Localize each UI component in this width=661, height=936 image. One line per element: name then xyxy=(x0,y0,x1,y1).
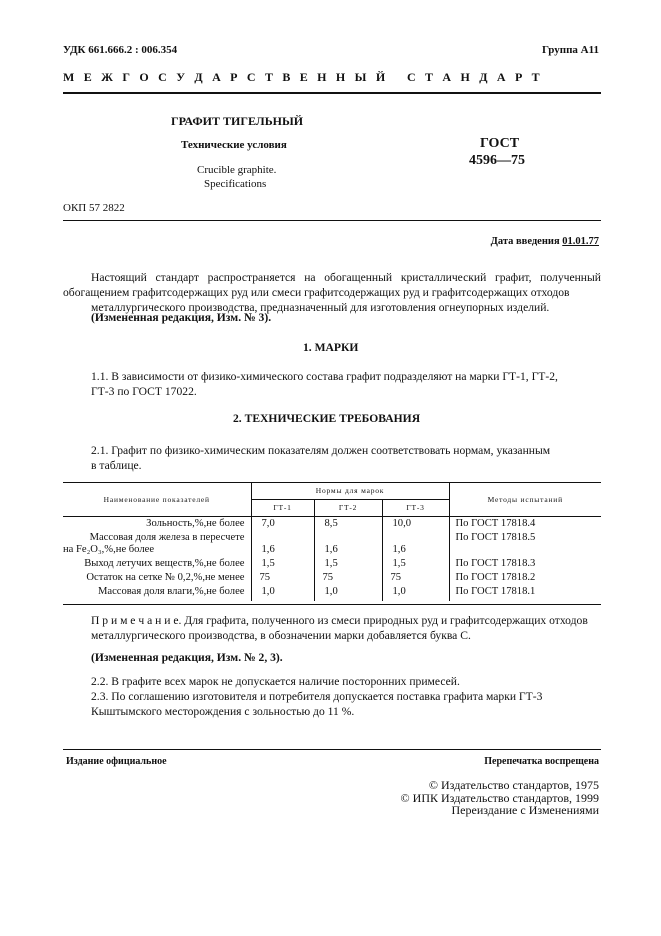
paragraph-1-1 xyxy=(63,369,601,399)
norms-table xyxy=(63,482,601,601)
value-gt1: 7,0 xyxy=(251,517,314,532)
grade-header-gt1: ГТ-1 xyxy=(251,500,314,517)
row-name xyxy=(63,531,251,557)
paragraph-2-1-text: 2.1. Графит по физико-химическим показателям должен соответствовать нормам, указанным xyxy=(91,444,551,457)
gost-number: 4596—75 xyxy=(469,153,525,168)
row-name-line1: Массовая доля железа в пересчете xyxy=(89,532,245,543)
paragraph-2-1-last-line: в таблице. xyxy=(91,459,142,472)
row-name: Зольность,%,не более xyxy=(146,518,245,529)
paragraph-2-1 xyxy=(63,443,601,473)
section2-heading: 2. ТЕХНИЧЕСКИЕ ТРЕБОВАНИЯ xyxy=(233,412,421,425)
reissue-note: Переиздание с Изменениями xyxy=(451,803,599,817)
paragraph-2-3-last-line: Кыштымского месторождения с зольностью до 11 %. xyxy=(91,705,355,718)
intro-last-line: металлургического производства, предназначенный для изготовления огнеупорных изделий. xyxy=(91,301,550,314)
paragraph-2-2: 2.2. В графите всех марок не допускается наличие посторонних примесей. xyxy=(91,675,460,688)
official-edition: Издание официальное xyxy=(66,756,167,767)
table-row xyxy=(63,557,601,571)
value-gt3: 1,5 xyxy=(382,557,449,571)
paragraph-1-1-text: 1.1. В зависимости от физико-химического состава графит подразделяют на марки ГТ-1, ГТ-2, xyxy=(91,370,558,383)
group-code: Группа А11 xyxy=(541,44,599,56)
note-label: П р и м е ч а н и е. xyxy=(91,614,182,627)
value-gt2: 1,0 xyxy=(314,585,382,601)
footer-divider xyxy=(63,749,601,750)
paragraph-2-3 xyxy=(63,689,601,719)
test-method: По ГОСТ 17818.3 xyxy=(449,557,601,571)
column-header-norms: Нормы для марок xyxy=(251,483,449,500)
copyright-1975: © Издательство стандартов, 1975 xyxy=(428,778,599,792)
row-name: Выход летучих веществ,%,не более xyxy=(84,558,245,569)
document-subtitle: Технические условия xyxy=(181,139,287,151)
intro-text: Настоящий стандарт распространяется на обогащенный кристаллический графит, полученный обогащением графитсодержащих руд или смеси графитсодержащих руд и графитсодержащих отходов xyxy=(63,271,601,299)
intro-amendment: (Измененная редакция, Изм. № 3). xyxy=(91,311,272,324)
paragraph-1-1-last-line: ГТ-3 по ГОСТ 17022. xyxy=(91,385,197,398)
grade-header-gt2: ГТ-2 xyxy=(314,500,382,517)
row-name: Остаток на сетке № 0,2,%,не менее xyxy=(86,572,245,583)
paragraph-2-3-text: 2.3. По соглашению изготовителя и потребителя допускается поставка графита марки ГТ-3 xyxy=(91,690,543,703)
copyright-1999: © ИПК Издательство стандартов, 1999 xyxy=(400,791,599,805)
test-method: По ГОСТ 17818.1 xyxy=(449,585,601,601)
section1-heading: 1. МАРКИ xyxy=(303,341,359,354)
okp-code: ОКП 57 2822 xyxy=(63,202,125,214)
note-last-line: металлургического производства, в обозначении марки добавляется буква С. xyxy=(91,629,471,642)
value-gt3: 1,6 xyxy=(382,531,449,557)
column-header-name: Наименование показателей xyxy=(63,483,251,517)
document-title: ГРАФИТ ТИГЕЛЬНЫЙ xyxy=(171,114,304,128)
header-divider xyxy=(63,92,601,94)
value-gt1: 75 xyxy=(251,571,314,585)
introduction-date-value: 01.01.77 xyxy=(562,236,599,247)
test-method: По ГОСТ 17818.5 xyxy=(449,531,601,557)
table-row xyxy=(63,517,601,532)
value-gt3: 1,0 xyxy=(382,585,449,601)
udk-code: УДК 661.666.2 : 006.354 xyxy=(63,44,178,56)
introduction-date xyxy=(491,236,599,247)
value-gt3: 75 xyxy=(382,571,449,585)
table-row xyxy=(63,571,601,585)
english-title-line1: Crucible graphite. xyxy=(197,164,277,176)
row-name: Массовая доля влаги,%,не более xyxy=(97,586,245,597)
value-gt2: 8,5 xyxy=(314,517,382,532)
value-gt2: 1,6 xyxy=(314,531,382,557)
value-gt3: 10,0 xyxy=(382,517,449,532)
test-method: По ГОСТ 17818.2 xyxy=(449,571,601,585)
note-text: Для графита, полученного из смеси природных руд и графитсодержащих отходов xyxy=(184,614,588,627)
table-bottom-rule xyxy=(63,604,601,605)
introduction-date-label: Дата введения xyxy=(490,236,560,247)
value-gt1: 1,0 xyxy=(251,585,314,601)
intro-paragraph xyxy=(63,270,601,315)
reprint-prohibited: Перепечатка воспрещена xyxy=(484,756,599,767)
value-gt1: 1,5 xyxy=(251,557,314,571)
value-gt2: 1,5 xyxy=(314,557,382,571)
column-header-methods: Методы испытаний xyxy=(449,483,601,517)
test-method: По ГОСТ 17818.4 xyxy=(449,517,601,532)
row-name-line2: на Fe₂O₃,%,не более xyxy=(63,544,155,555)
amendment-2-3: (Измененная редакция, Изм. № 2, 3). xyxy=(91,651,283,664)
table-row xyxy=(63,531,601,557)
value-gt2: 75 xyxy=(314,571,382,585)
english-title-line2: Specifications xyxy=(204,178,267,190)
table-row xyxy=(63,585,601,601)
grade-header-gt3: ГТ-3 xyxy=(382,500,449,517)
table-note xyxy=(63,613,601,643)
title-divider xyxy=(63,220,601,221)
value-gt1: 1,6 xyxy=(251,531,314,557)
gost-label: ГОСТ xyxy=(480,136,520,151)
standard-type: М Е Ж Г О С У Д А Р С Т В Е Н Н Ы Й С Т А Н Д А Р Т xyxy=(63,70,543,84)
